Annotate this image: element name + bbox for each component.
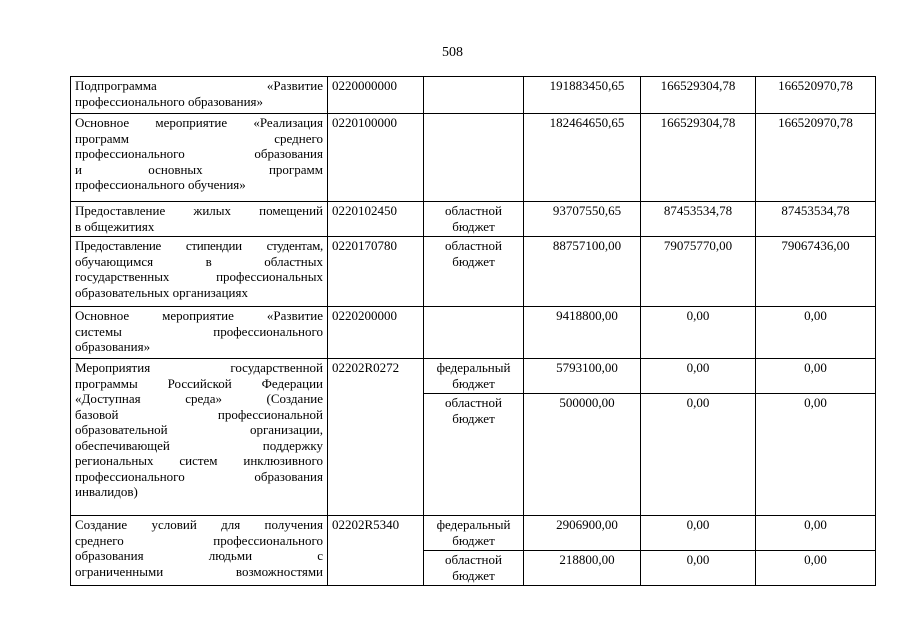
program-name-line: Основное мероприятие «Реализация	[75, 115, 323, 130]
program-name-line: системы профессионального	[75, 323, 323, 339]
amount-year1-cell: 88757100,00	[524, 237, 641, 307]
program-name-line: государственных профессиональных	[75, 269, 323, 284]
amount-year1-cell: 182464650,65	[524, 114, 641, 202]
program-code-cell: 0220170780	[328, 237, 424, 307]
program-code-cell: 0220102450	[328, 202, 424, 237]
program-name-line: Подпрограмма «Развитие	[75, 78, 323, 93]
program-name-cell	[71, 114, 328, 202]
amount-year2-cell: 166529304,78	[641, 114, 756, 202]
amount-year3-cell: 166520970,78	[756, 114, 876, 202]
program-name-line: Предоставление жилых помещений	[75, 203, 323, 218]
table-row	[71, 359, 876, 394]
table-row	[71, 237, 876, 307]
table-row	[71, 77, 876, 114]
amount-year2-cell: 0,00	[641, 359, 756, 394]
program-name-line: обучающимся в областных	[75, 253, 323, 269]
amount-year3-cell: 0,00	[756, 394, 876, 516]
program-code-cell: 02202R0272	[328, 359, 424, 516]
program-name-line: обеспечивающей поддержку	[75, 437, 323, 453]
amount-year3-cell: 0,00	[756, 516, 876, 551]
amount-year3-cell: 87453534,78	[756, 202, 876, 237]
program-code-cell: 0220100000	[328, 114, 424, 202]
amount-year2-cell: 79075770,00	[641, 237, 756, 307]
program-name-line: Мероприятия государственной	[75, 360, 323, 375]
program-name-cell	[71, 77, 328, 114]
amount-year3-cell: 166520970,78	[756, 77, 876, 114]
program-name-line: образовательной организации,	[75, 422, 323, 437]
program-name-line: «Доступная среда» (Создание	[75, 391, 323, 406]
amount-year1-cell: 93707550,65	[524, 202, 641, 237]
amount-year1-cell: 218800,00	[524, 551, 641, 586]
program-name-line: Основное мероприятие «Развитие	[75, 308, 323, 323]
program-name-line: Предоставление стипендии студентам,	[75, 238, 323, 253]
program-name-cell	[71, 307, 328, 359]
funding-source-cell: областной бюджет	[424, 202, 524, 237]
program-name-line: профессионального образования	[75, 146, 323, 161]
program-name-line: региональных систем инклюзивного	[75, 453, 323, 468]
amount-year2-cell: 0,00	[641, 307, 756, 359]
program-name-cell	[71, 516, 328, 586]
program-name-line: программ среднего	[75, 130, 323, 146]
table-row	[71, 114, 876, 202]
program-name-line: профессионального образования»	[75, 93, 264, 109]
program-name-line: образования»	[75, 339, 151, 354]
amount-year2-cell: 0,00	[641, 551, 756, 586]
funding-source-cell: областной бюджет	[424, 237, 524, 307]
page-number: 508	[442, 45, 463, 60]
funding-source-cell: федеральный бюджет	[424, 516, 524, 551]
budget-table	[70, 76, 876, 586]
amount-year3-cell: 0,00	[756, 307, 876, 359]
program-name-line: программы Российской Федерации	[75, 375, 323, 391]
funding-source-cell: областной бюджет	[424, 551, 524, 586]
program-name-cell	[71, 237, 328, 307]
program-name-line: профессионального обучения»	[75, 177, 246, 192]
program-name-line: профессионального образования	[75, 468, 323, 484]
amount-year1-cell: 5793100,00	[524, 359, 641, 394]
amount-year1-cell: 9418800,00	[524, 307, 641, 359]
amount-year1-cell: 2906900,00	[524, 516, 641, 551]
amount-year3-cell: 0,00	[756, 551, 876, 586]
program-name-line: Создание условий для получения	[75, 517, 323, 532]
program-name-cell	[71, 359, 328, 516]
table-row	[71, 202, 876, 237]
amount-year2-cell: 87453534,78	[641, 202, 756, 237]
amount-year2-cell: 0,00	[641, 516, 756, 551]
table-row	[71, 516, 876, 551]
funding-source-cell	[424, 114, 524, 202]
amount-year3-cell: 79067436,00	[756, 237, 876, 307]
amount-year1-cell: 500000,00	[524, 394, 641, 516]
program-name-line: ограниченными возможностями	[75, 563, 323, 579]
program-code-cell: 0220200000	[328, 307, 424, 359]
program-name-line: образования людьми с	[75, 548, 323, 563]
funding-source-cell: областной бюджет	[424, 394, 524, 516]
program-name-cell	[71, 202, 328, 237]
table-row	[71, 307, 876, 359]
amount-year3-cell: 0,00	[756, 359, 876, 394]
program-name-line: среднего профессионального	[75, 532, 323, 548]
program-code-cell: 0220000000	[328, 77, 424, 114]
program-code-cell: 02202R5340	[328, 516, 424, 586]
funding-source-cell	[424, 307, 524, 359]
amount-year2-cell: 0,00	[641, 394, 756, 516]
program-name-line: в общежитиях	[75, 218, 155, 234]
program-name-line: образовательных организациях	[75, 284, 248, 300]
program-name-line: инвалидов)	[75, 484, 138, 499]
amount-year2-cell: 166529304,78	[641, 77, 756, 114]
program-name-line: базовой профессиональной	[75, 406, 323, 422]
funding-source-cell: федеральный бюджет	[424, 359, 524, 394]
amount-year1-cell: 191883450,65	[524, 77, 641, 114]
funding-source-cell	[424, 77, 524, 114]
program-name-line: и основных программ	[75, 161, 323, 177]
